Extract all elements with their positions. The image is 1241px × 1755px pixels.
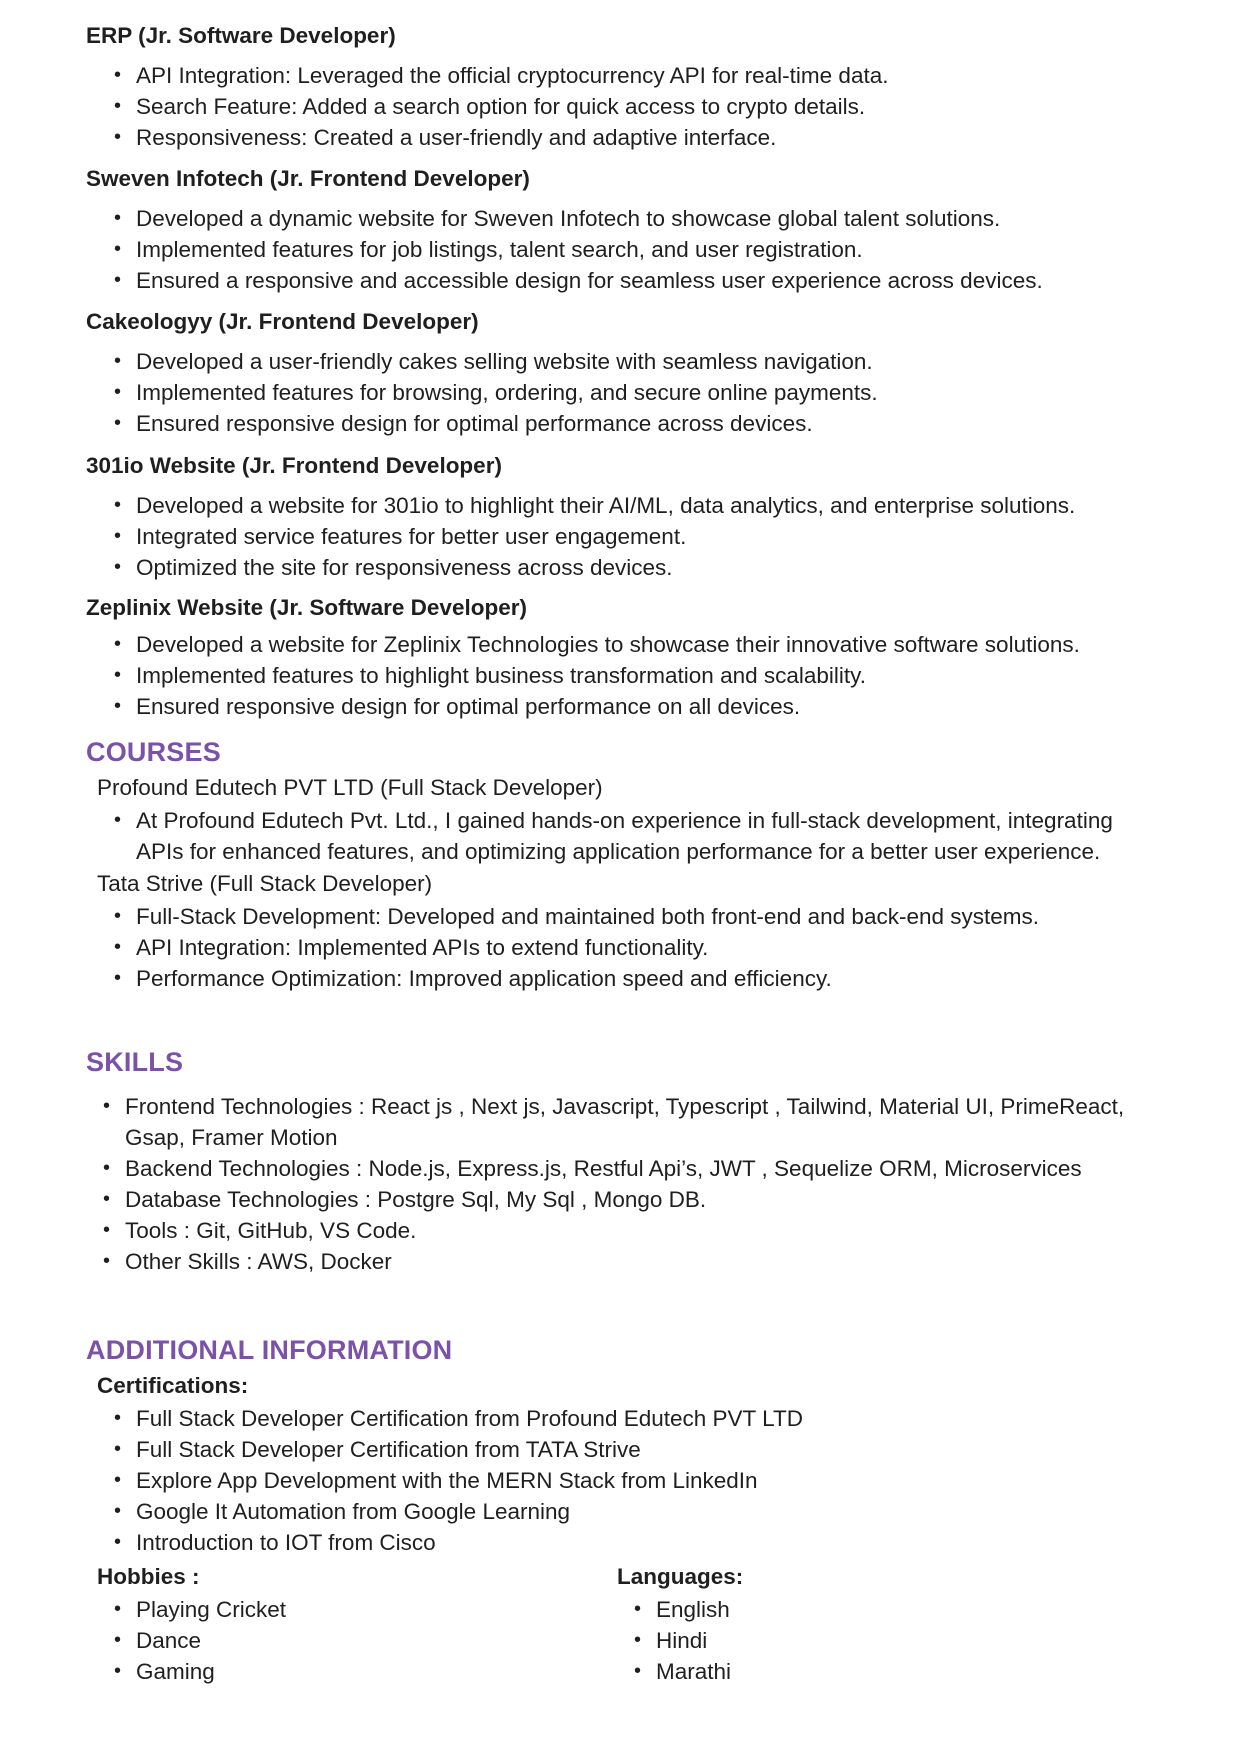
project-title: Sweven Infotech (Jr. Frontend Developer) bbox=[86, 166, 530, 191]
list-item: • Ensured responsive design for optimal performance on all devices. bbox=[136, 691, 1206, 722]
certifications-label: Certifications: bbox=[97, 1373, 249, 1398]
list-item: • English bbox=[656, 1594, 1126, 1625]
list-item: • Frontend Technologies : React js , Next js, Javascript, Typescript , Tailwind, Material UI, PrimeReact, Gsap, Framer Motion bbox=[125, 1091, 1125, 1153]
project-bullets bbox=[86, 629, 1206, 722]
project-bullets bbox=[86, 203, 1206, 296]
skills-section bbox=[86, 1045, 1206, 1277]
additional-section bbox=[86, 1333, 1206, 1558]
project-erp bbox=[86, 21, 1206, 153]
list-item: • Developed a website for Zeplinix Technologies to showcase their innovative software solutions. bbox=[136, 629, 1206, 660]
course-bullets bbox=[86, 805, 1146, 867]
list-item: • Full Stack Developer Certification from Profound Edutech PVT LTD bbox=[136, 1403, 1206, 1434]
list-item: • Performance Optimization: Improved application speed and efficiency. bbox=[136, 963, 1206, 994]
languages-column bbox=[606, 1562, 1126, 1687]
project-bullets bbox=[86, 60, 1206, 153]
list-item: • Database Technologies : Postgre Sql, My Sql , Mongo DB. bbox=[125, 1184, 1125, 1215]
list-item: • Full-Stack Development: Developed and maintained both front-end and back-end systems. bbox=[136, 901, 1206, 932]
list-item: • Hindi bbox=[656, 1625, 1126, 1656]
list-item: • Developed a website for 301io to highlight their AI/ML, data analytics, and enterprise solutions. bbox=[136, 490, 1206, 521]
project-cakeologyy bbox=[86, 307, 1206, 439]
list-item: • Other Skills : AWS, Docker bbox=[125, 1246, 1125, 1277]
course-bullets bbox=[86, 901, 1206, 994]
section-heading: ADDITIONAL INFORMATION bbox=[86, 1335, 453, 1365]
courses-section bbox=[86, 735, 1206, 994]
list-item: • Playing Cricket bbox=[136, 1594, 606, 1625]
project-title: ERP (Jr. Software Developer) bbox=[86, 23, 396, 48]
list-item: • Backend Technologies : Node.js, Express.js, Restful Api’s, JWT , Sequelize ORM, Microservices bbox=[125, 1153, 1125, 1184]
list-item: • Ensured a responsive and accessible design for seamless user experience across devices. bbox=[136, 265, 1206, 296]
list-item: • API Integration: Implemented APIs to extend functionality. bbox=[136, 932, 1206, 963]
list-item: • Ensured responsive design for optimal performance across devices. bbox=[136, 408, 1206, 439]
hobbies-languages bbox=[86, 1562, 1206, 1687]
list-item: • Implemented features for job listings, talent search, and user registration. bbox=[136, 234, 1206, 265]
list-item: • Google It Automation from Google Learning bbox=[136, 1496, 1206, 1527]
list-item: • Search Feature: Added a search option for quick access to crypto details. bbox=[136, 91, 1206, 122]
project-bullets bbox=[86, 490, 1206, 583]
section-heading: SKILLS bbox=[86, 1047, 184, 1077]
list-item: • Introduction to IOT from Cisco bbox=[136, 1527, 1206, 1558]
list-item: • Gaming bbox=[136, 1656, 606, 1687]
list-item: • Implemented features to highlight business transformation and scalability. bbox=[136, 660, 1206, 691]
list-item: • Responsiveness: Created a user-friendly and adaptive interface. bbox=[136, 122, 1206, 153]
section-heading: COURSES bbox=[86, 737, 221, 767]
list-item: • API Integration: Leveraged the official cryptocurrency API for real-time data. bbox=[136, 60, 1206, 91]
project-bullets bbox=[86, 346, 1206, 439]
list-item: • Developed a user-friendly cakes selling website with seamless navigation. bbox=[136, 346, 1206, 377]
course-title: Tata Strive (Full Stack Developer) bbox=[97, 871, 433, 896]
list-item: • Integrated service features for better user engagement. bbox=[136, 521, 1206, 552]
certifications-list bbox=[86, 1403, 1206, 1558]
hobbies-label: Hobbies : bbox=[97, 1564, 200, 1589]
project-zeplinix bbox=[86, 593, 1206, 722]
list-item: • At Profound Edutech Pvt. Ltd., I gained hands-on experience in full-stack development, integrating APIs for enhanced features, and optimizing application performance for a better user experience. bbox=[136, 805, 1146, 867]
project-title: Cakeologyy (Jr. Frontend Developer) bbox=[86, 309, 479, 334]
list-item: • Full Stack Developer Certification from TATA Strive bbox=[136, 1434, 1206, 1465]
hobbies-column bbox=[86, 1562, 606, 1687]
hobbies-list bbox=[86, 1594, 606, 1687]
list-item: • Marathi bbox=[656, 1656, 1126, 1687]
languages-label: Languages: bbox=[617, 1564, 744, 1589]
list-item: • Optimized the site for responsiveness across devices. bbox=[136, 552, 1206, 583]
project-title: Zeplinix Website (Jr. Software Developer) bbox=[86, 595, 527, 620]
list-item: • Dance bbox=[136, 1625, 606, 1656]
course-title: Profound Edutech PVT LTD (Full Stack Developer) bbox=[97, 775, 603, 800]
project-title: 301io Website (Jr. Frontend Developer) bbox=[86, 453, 502, 478]
list-item: • Tools : Git, GitHub, VS Code. bbox=[125, 1215, 1125, 1246]
list-item: • Implemented features for browsing, ordering, and secure online payments. bbox=[136, 377, 1206, 408]
languages-list bbox=[606, 1594, 1126, 1687]
project-301io bbox=[86, 451, 1206, 583]
list-item: • Developed a dynamic website for Sweven Infotech to showcase global talent solutions. bbox=[136, 203, 1206, 234]
list-item: • Explore App Development with the MERN Stack from LinkedIn bbox=[136, 1465, 1206, 1496]
skills-bullets bbox=[86, 1091, 1125, 1277]
project-sweven bbox=[86, 164, 1206, 296]
